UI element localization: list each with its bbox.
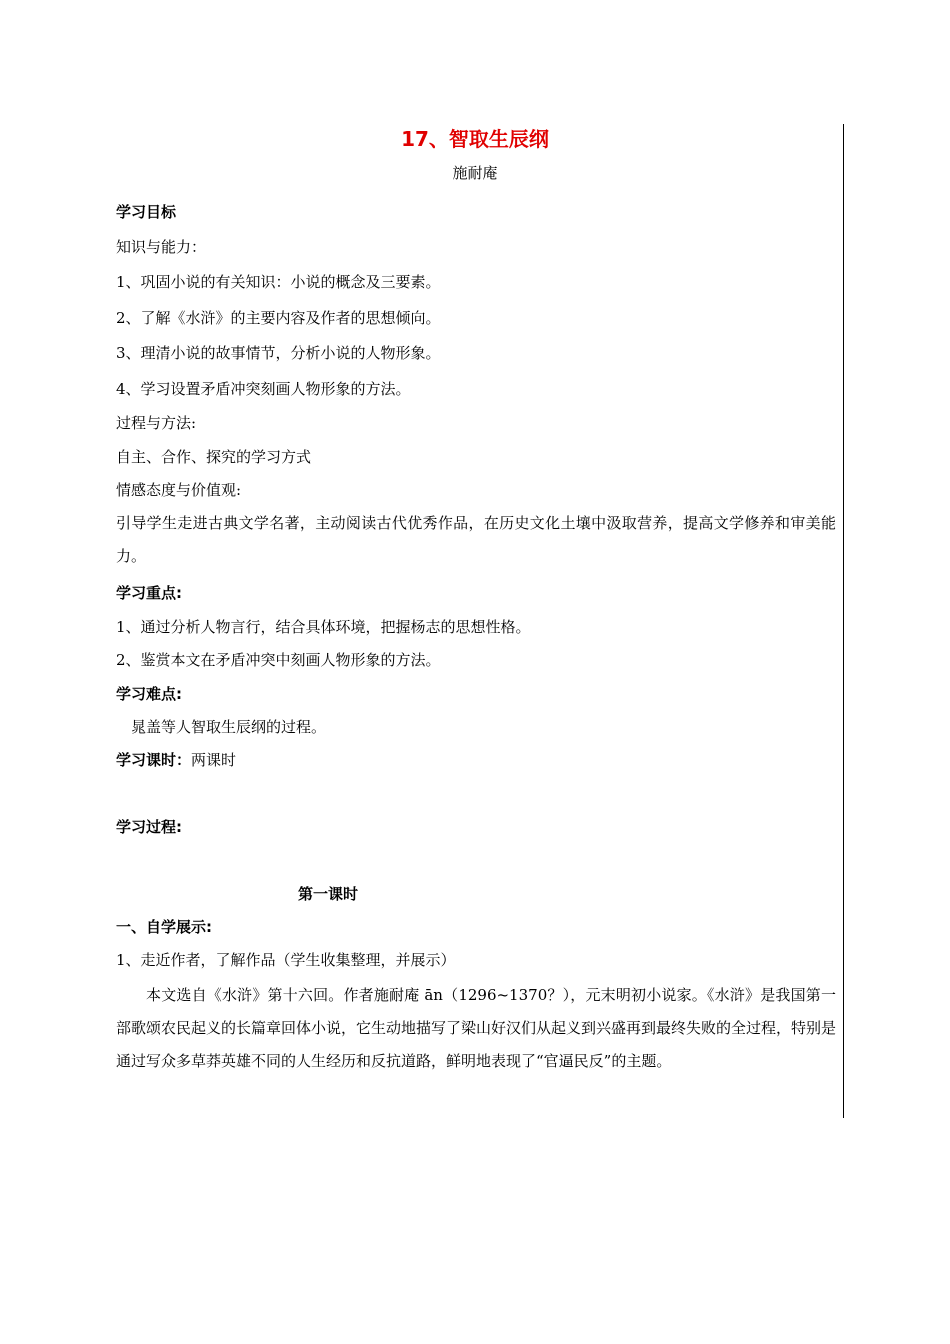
- knowledge-item: 2、了解《水浒》的主要内容及作者的思想倾向。: [116, 309, 441, 327]
- key-points-heading: 学习重点:: [116, 584, 182, 602]
- difficulty-text: 晁盖等人智取生辰纲的过程。: [131, 718, 327, 736]
- process-method-text: 自主、合作、探究的学习方式: [116, 448, 312, 466]
- emotion-text: 引导学生走进古典文学名著，主动阅读古代优秀作品，在历史文化土壤中汲取营养，提高文学修养和审美能力。: [116, 514, 836, 565]
- self-study-item: 1、走近作者，了解作品（学生收集整理，并展示）: [116, 951, 456, 969]
- knowledge-item: 1、巩固小说的有关知识：小说的概念及三要素。: [116, 273, 441, 291]
- lesson-heading: 第一课时: [298, 885, 359, 903]
- process-method-label: 过程与方法:: [116, 414, 197, 432]
- class-hours-value: 两课时: [191, 751, 237, 769]
- author-name: 施耐庵: [452, 164, 498, 182]
- key-point-item: 2、鉴赏本文在矛盾冲突中刻画人物形象的方法。: [116, 651, 441, 669]
- self-study-heading: 一、自学展示:: [116, 918, 212, 936]
- difficulty-heading: 学习难点:: [116, 685, 182, 703]
- document-title: 17、智取生辰纲: [401, 127, 549, 151]
- class-hours-line: [116, 750, 236, 770]
- emotion-label: 情感态度与价值观:: [116, 481, 242, 499]
- margin-rule: [843, 124, 844, 1118]
- knowledge-item: 4、学习设置矛盾冲突刻画人物形象的方法。: [116, 380, 411, 398]
- knowledge-label: 知识与能力：: [116, 238, 207, 256]
- class-hours-label: 学习课时：: [116, 751, 192, 769]
- knowledge-item: 3、理清小说的故事情节，分析小说的人物形象。: [116, 344, 441, 362]
- objectives-heading: 学习目标: [116, 203, 177, 221]
- author-intro-paragraph: 本文选自《水浒》第十六回。作者施耐庵 ān（1296~1370？），元末明初小说家。《水浒》是我国第一部歌颂农民起义的长篇章回体小说，它生动地描写了梁山好汉们从起义到兴盛再到最终失败的全过程，特别是通过写众多草莽英雄不同的人生经历和反抗道路，鲜明地表现了“官逼民反”的主题。: [116, 986, 837, 1070]
- key-point-item: 1、通过分析人物言行，结合具体环境，把握杨志的思想性格。: [116, 618, 531, 636]
- process-heading: 学习过程:: [116, 818, 182, 836]
